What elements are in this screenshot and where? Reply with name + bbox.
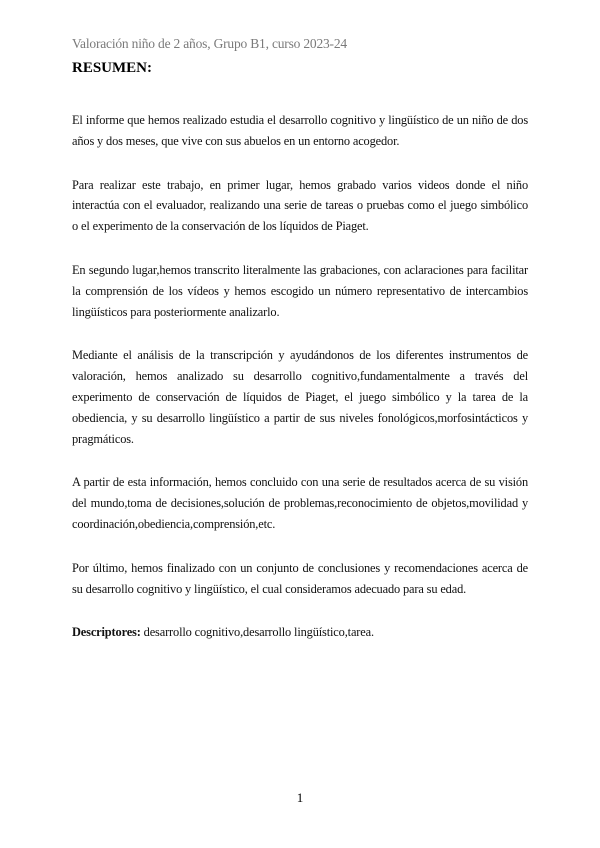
- keywords-text: desarrollo cognitivo,desarrollo lingüístico,tarea.: [140, 625, 374, 640]
- paragraph-method: Para realizar este trabajo, en primer lugar, hemos grabado varios videos donde el niño interactúa con el evaluador, realizando una serie de tareas o pruebas como el juego simbólico o el experimento de la conservación de los líquidos de Piaget.: [72, 177, 528, 234]
- paragraph-conclusions: Por último, hemos finalizado con un conjunto de conclusiones y recomendaciones acerca de su desarrollo cognitivo y lingüístico, el cual consideramos adecuado para su edad.: [72, 560, 528, 596]
- keywords-label: Descriptores:: [72, 625, 141, 640]
- paragraph-results: A partir de esta información, hemos concluido con una serie de resultados acerca de su visión del mundo,toma de decisiones,solución de problemas,reconocimiento de objetos,movilidad y coordinación,obediencia,comprensión,etc.: [72, 475, 528, 531]
- running-header: Valoración niño de 2 años, Grupo B1, curso 2023-24: [72, 36, 347, 51]
- page-number: 1: [296, 790, 304, 805]
- keywords-line: [72, 622, 528, 643]
- abstract-body: [72, 110, 528, 666]
- paragraph-intro: El informe que hemos realizado estudia el desarrollo cognitivo y lingüístico de un niño de dos años y dos meses, que vive con sus abuelos en un entorno acogedor.: [72, 113, 528, 148]
- section-title: RESUMEN:: [72, 60, 153, 76]
- paragraph-analysis: Mediante el análisis de la transcripción y ayudándonos de los diferentes instrumentos de valoración, hemos analizado su desarrollo cognitivo,fundamentalmente a través del experimento de conservación de líquidos de Piaget, el juego simbólico y la tarea de la obediencia, y su desarrollo lingüístico a partir de sus niveles fonológicos,morfosintácticos y pragmáticos.: [72, 348, 528, 446]
- paragraph-transcription: En segundo lugar,hemos transcrito literalmente las grabaciones, con aclaraciones para facilitar la comprensión de los vídeos y hemos escogido un número representativo de intercambios lingüísticos para posteriormente analizarlo.: [72, 262, 528, 319]
